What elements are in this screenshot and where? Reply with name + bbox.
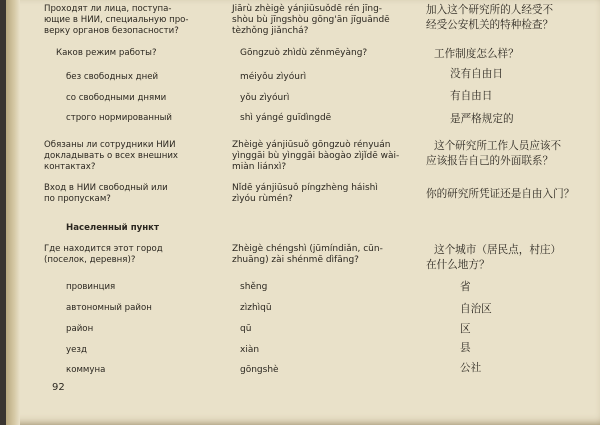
zh-q2: 工作制度怎么样？ <box>434 48 519 60</box>
ru-a2-2: со свободными днями <box>66 93 167 103</box>
py-q5-line2: zhuāng) zài shénmē dìfāng? <box>232 255 359 265</box>
py-q3-line1: Zhèigè yánjiūsuǒ gōngzuò rényuán <box>232 140 391 150</box>
ru-q1-line2: ющие в НИИ, специальную про- <box>44 15 189 25</box>
zh-a5-2: 自治区 <box>460 303 492 315</box>
ru-q3-line2: докладывать о всех внешних <box>44 151 179 161</box>
ru-q3-line3: контактах? <box>44 162 96 172</box>
zh-a2-3: 是严格规定的 <box>450 113 514 125</box>
zh-a2-2: 有自由日 <box>450 90 493 102</box>
ru-a2-1: без свободных дней <box>66 72 159 82</box>
zh-q4: 你的研究所凭证还是自由入门？ <box>426 188 575 200</box>
py-a2-1: méiyǒu zìyóurì <box>240 72 307 82</box>
py-q2: Gōngzuò zhìdù zěnmēyàng? <box>240 48 368 58</box>
py-q3-line3: miàn liánxì? <box>232 162 287 172</box>
py-q1-line1: Jiārù zhèigè yánjiūsuǒdē rén jīng- <box>232 4 383 14</box>
py-q4-line1: Nǐdē yánjiūsuǒ píngzhèng háishì <box>232 183 378 193</box>
zh-a5-3: 区 <box>460 323 471 335</box>
py-a5-4: xiàn <box>240 345 260 355</box>
ru-a5-3: район <box>66 324 94 334</box>
book-spread <box>6 0 600 425</box>
page-number: 92 <box>52 382 65 393</box>
ru-q5-line2: (поселок, деревня)? <box>44 255 136 265</box>
ru-q4-line1: Вход в НИИ свободный или <box>44 183 168 193</box>
zh-q3-line2: 应该报告自己的外面联系？ <box>426 155 554 167</box>
py-q4-line2: zìyóu rùmén? <box>232 194 293 204</box>
ru-a5-4: уезд <box>66 345 87 355</box>
py-q5-line1: Zhèigè chéngshì (jūmíndiǎn, cūn- <box>232 244 383 254</box>
ru-a5-1: провинция <box>66 282 116 292</box>
py-a5-1: shěng <box>240 282 268 292</box>
ru-q3-line1: Обязаны ли сотрудники НИИ <box>44 140 176 150</box>
py-a5-3: qū <box>240 324 252 334</box>
ru-q1-line3: верку органов безопасности? <box>44 26 179 36</box>
ru-a2-3: строго нормированный <box>66 113 172 123</box>
ru-a5-2: автономный район <box>66 303 152 313</box>
zh-q3-line1: 这个研究所工作人员应该不 <box>434 140 562 152</box>
ru-a5-5: коммуна <box>66 365 106 375</box>
py-a5-5: gōngshè <box>240 365 279 375</box>
py-q1-line3: tèzhǒng jiǎnchá? <box>232 26 309 36</box>
ru-q2: Каков режим работы? <box>56 48 157 58</box>
section-heading: Населенный пункт <box>66 223 159 233</box>
zh-a5-5: 公社 <box>460 362 482 374</box>
ru-q5-line1: Где находится этот город <box>44 244 163 254</box>
py-a2-3: shì yángé guīdìngdē <box>240 113 332 123</box>
py-a5-2: zìzhìqū <box>240 303 272 313</box>
ru-q1-line1: Проходят ли лица, поступа- <box>44 4 172 14</box>
zh-a5-4: 县 <box>460 342 471 354</box>
py-q3-line2: yìnggāi bù yìnggāi bàogào zìjǐdē wài- <box>232 151 400 161</box>
ru-q4-line2: по пропускам? <box>44 194 111 204</box>
py-a2-2: yǒu zìyóurì <box>240 93 290 103</box>
page-edge <box>6 0 20 425</box>
py-q1-line2: shòu bù jīngshòu gōng'ān jīguāndē <box>232 15 390 25</box>
zh-a5-1: 省 <box>460 281 471 293</box>
zh-q1-line2: 经受公安机关的特种检查？ <box>426 19 554 31</box>
zh-q1-line1: 加入这个研究所的人经受不 <box>426 4 554 16</box>
zh-q5-line1: 这个城市（居民点，村庄） <box>434 244 562 256</box>
zh-q5-line2: 在什么地方？ <box>426 259 490 271</box>
zh-a2-1: 没有自由日 <box>450 68 503 80</box>
